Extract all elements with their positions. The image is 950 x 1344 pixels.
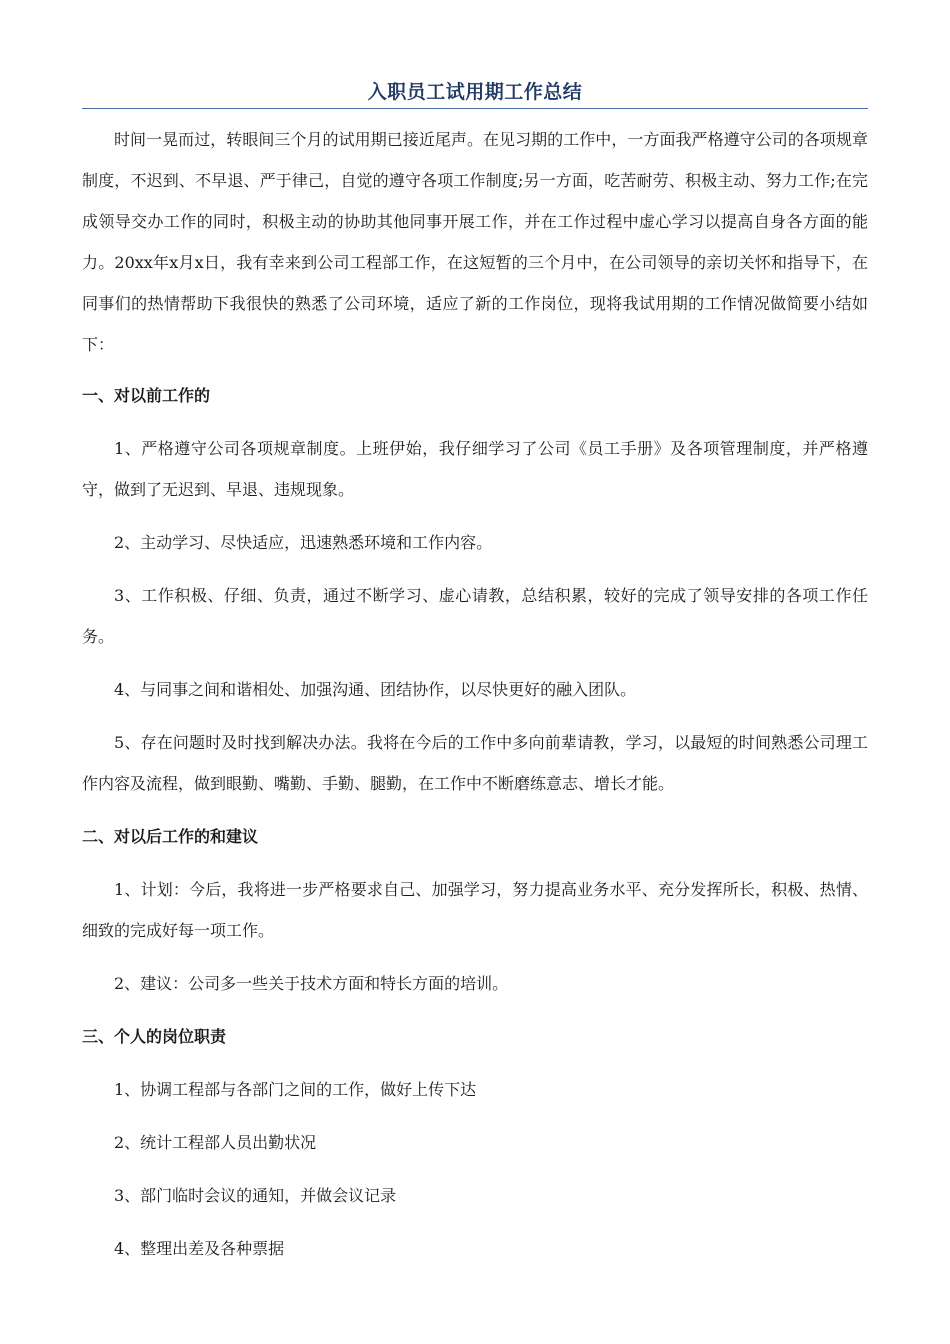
list-item: 1、严格遵守公司各项规章制度。上班伊始，我仔细学习了公司《员工手册》及各项管理制度，并严格遵守，做到了无迟到、早退、违规现象。 bbox=[82, 439, 868, 499]
list-item: 2、统计工程部人员出勤状况 bbox=[114, 1133, 317, 1152]
document-title: 入职员工试用期工作总结 bbox=[367, 81, 583, 103]
section-1 bbox=[82, 375, 868, 804]
list-item: 5、存在问题时及时找到解决办法。我将在今后的工作中多向前辈请教，学习，以最短的时间熟悉公司理工作内容及流程，做到眼勤、嘴勤、手勤、腿勤，在工作中不断磨练意志、增长才能。 bbox=[82, 733, 868, 793]
list-item: 1、计划：今后，我将进一步严格要求自己、加强学习，努力提高业务水平、充分发挥所长，积极、热情、细致的完成好每一项工作。 bbox=[82, 880, 868, 940]
list-item: 2、主动学习、尽快适应，迅速熟悉环境和工作内容。 bbox=[114, 533, 493, 552]
section-3 bbox=[82, 1016, 868, 1269]
section-heading: 三、个人的岗位职责 bbox=[82, 1027, 227, 1046]
list-item: 4、与同事之间和谐相处、加强沟通、团结协作，以尽快更好的融入团队。 bbox=[114, 680, 637, 699]
list-item: 2、建议：公司多一些关于技术方面和特长方面的培训。 bbox=[114, 974, 509, 993]
intro-paragraph: 时间一晃而过，转眼间三个月的试用期已接近尾声。在见习期的工作中，一方面我严格遵守公司的各项规章制度，不迟到、不早退、严于律己，自觉的遵守各项工作制度;另一方面，吃苦耐劳、积极主动、努力工作;在完成领导交办工作的同时，积极主动的协助其他同事开展工作，并在工作过程中虚心学习以提高自身各方面的能力。20xx年x月x日，我有幸来到公司工程部工作，在这短暂的三个月中，在公司领导的亲切关怀和指导下，在同事们的热情帮助下我很快的熟悉了公司环境，适应了新的工作岗位，现将我试用期的工作情况做简要小结如下： bbox=[82, 130, 868, 354]
document-page bbox=[82, 78, 868, 1281]
list-item: 1、协调工程部与各部门之间的工作，做好上传下达 bbox=[114, 1080, 477, 1099]
section-heading: 二、对以后工作的和建议 bbox=[82, 827, 259, 846]
section-heading: 一、对以前工作的 bbox=[82, 386, 211, 405]
list-item: 3、工作积极、仔细、负责，通过不断学习、虚心请教，总结积累，较好的完成了领导安排的各项工作任务。 bbox=[82, 586, 868, 646]
section-2 bbox=[82, 816, 868, 1004]
title-underline bbox=[82, 108, 868, 109]
list-item: 4、整理出差及各种票据 bbox=[114, 1239, 285, 1258]
list-item: 3、部门临时会议的通知，并做会议记录 bbox=[114, 1186, 397, 1205]
